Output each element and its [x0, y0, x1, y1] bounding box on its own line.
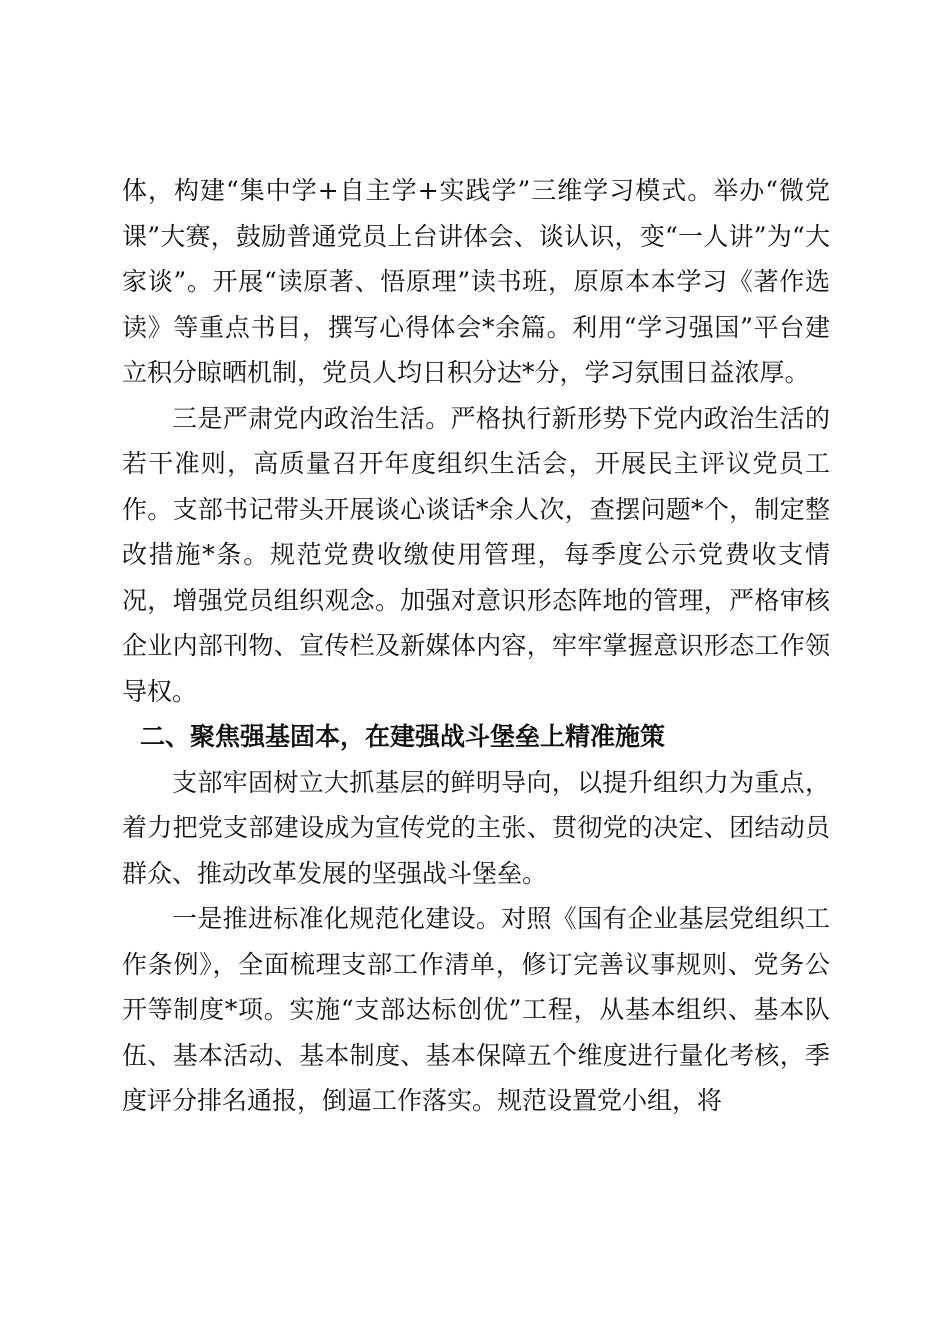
section-heading: 二、聚焦强基固本，在建强战斗堡垒上精准施策 — [140, 722, 666, 751]
document-body — [122, 168, 830, 1124]
paragraph-political-life: 三是严肃党内政治生活。严格执行新形势下党内政治生活的若干准则，高质量召开年度组织生活会，开展民主评议党员工作。支部书记带头开展谈心谈话*余人次，查摆问题*个，制定整改措施*条。规范党费收缴使用管理，每季度公示党费收支情况，增强党员组织观念。加强对意识形态阵地的管理，严格审核企业内部刊物、宣传栏及新媒体内容，牢牢掌握意识形态工作领导权。 — [122, 403, 830, 706]
paragraph-standardization: 一是推进标准化规范化建设。对照《国有企业基层党组织工作条例》，全面梳理支部工作清单，修订完善议事规则、党务公开等制度*项。实施“支部达标创优”工程，从基本组织、基本队伍、基本活动、基本制度、基本保障五个维度进行量化考核，季度评分排名通报，倒逼工作落实。规范设置党小组，将 — [122, 904, 830, 1115]
paragraph-section-intro: 支部牢固树立大抓基层的鲜明导向，以提升组织力为重点，着力把党支部建设成为宣传党的主张、贯彻党的决定、团结动员群众、推动改革发展的坚强战斗堡垒。 — [122, 767, 830, 888]
paragraph-continuation: 体，构建“集中学+自主学+实践学”三维学习模式。举办“微党课”大赛，鼓励普通党员上台讲体会、谈认识，变“一人讲”为“大家谈”。开展“读原著、悟原理”读书班，原原本本学习《著作选读》等重点书目，撰写心得体会*余篇。利用“学习强国”平台建立积分晾晒机制，党员人均日积分达*分，学习氛围日益浓厚。 — [122, 176, 830, 387]
